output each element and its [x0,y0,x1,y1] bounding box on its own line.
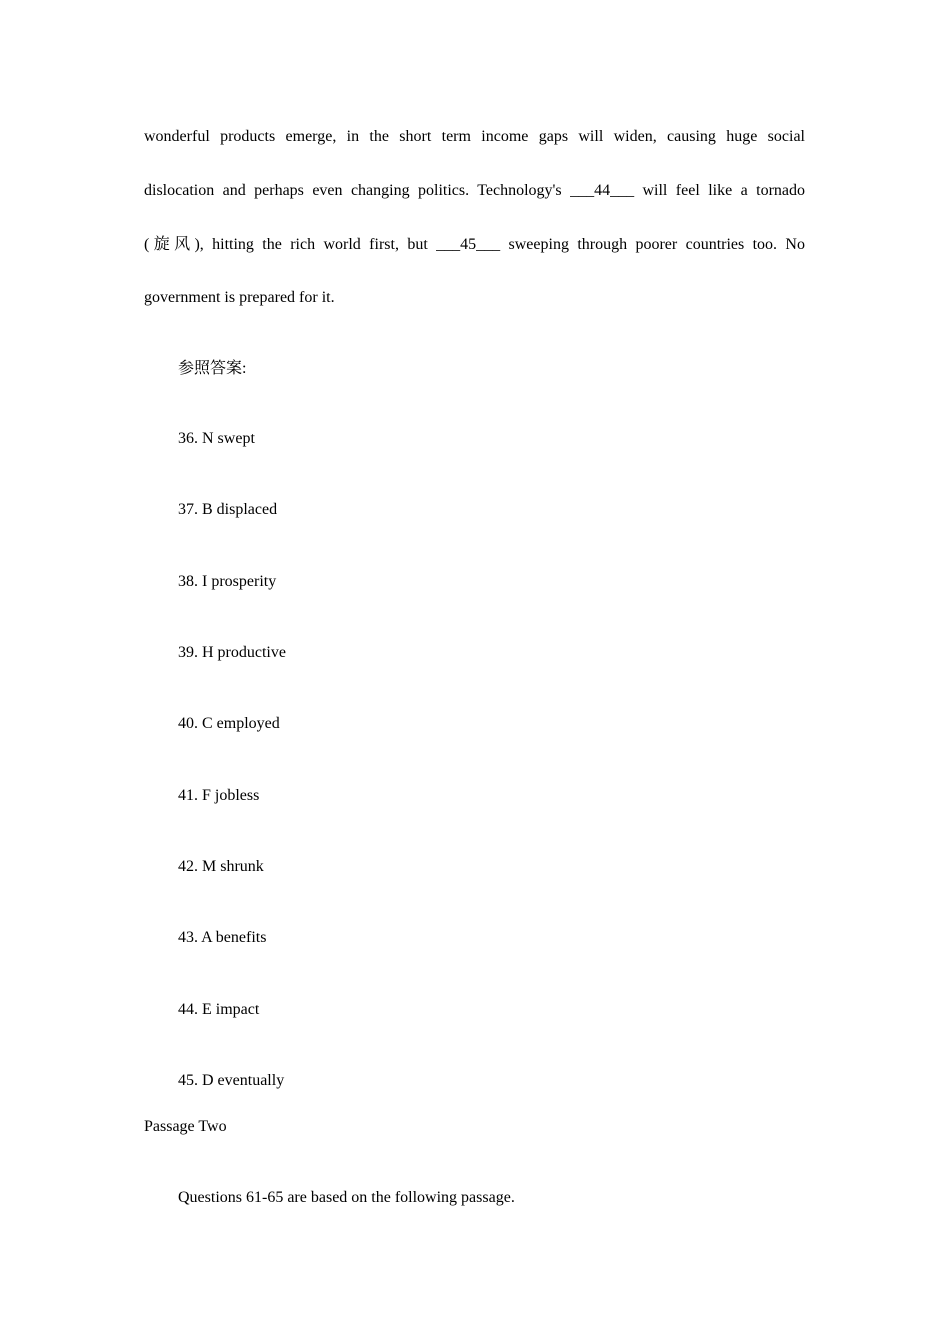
answer-heading: 参照答案: [178,360,247,377]
answer-item-41: 41. F jobless [178,787,260,804]
answer-item-42: 42. M shrunk [178,858,264,875]
passage-line-4: government is prepared for it. [144,289,335,306]
answer-item-38: 38. I prosperity [178,573,277,590]
answer-item-36: 36. N swept [178,430,255,447]
answer-item-37: 37. B displaced [178,501,278,518]
passage-line-2: dislocation and perhaps even changing politics. Technology's ___44___ will feel like a tornado [144,182,805,199]
answer-item-39: 39. H productive [178,644,286,661]
answer-item-40: 40. C employed [178,715,280,732]
answer-item-45: 45. D eventually [178,1072,285,1089]
instruction-text: Questions 61-65 are based on the following passage. [178,1189,515,1206]
passage-line-1: wonderful products emerge, in the short term income gaps will widen, causing huge social [144,128,805,145]
section-title: Passage Two [144,1118,227,1135]
passage-line-3: (旋风), hitting the rich world first, but ___45___ sweeping through poorer countries too. No [144,236,805,253]
answer-item-43: 43. A benefits [178,929,267,946]
answer-item-44: 44. E impact [178,1001,260,1018]
